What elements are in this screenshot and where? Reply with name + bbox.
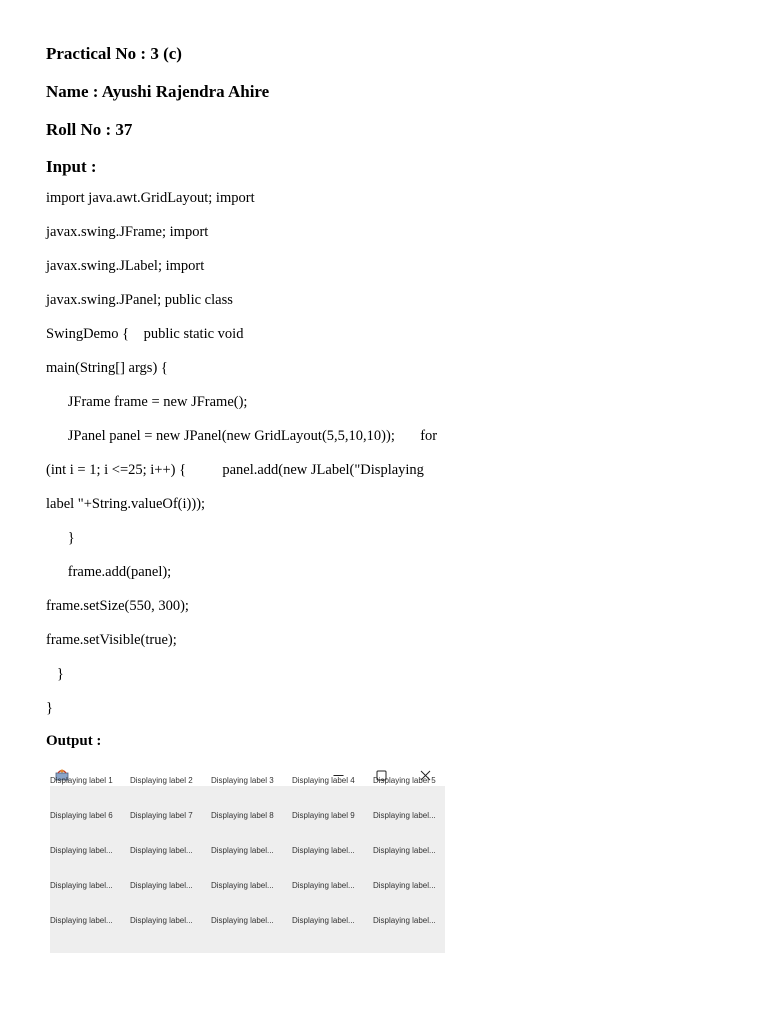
grid-label: Displaying label...: [211, 881, 274, 890]
grid-label: Displaying label...: [373, 881, 436, 890]
grid-label: Displaying label...: [50, 846, 113, 855]
grid-label: Displaying label...: [211, 846, 274, 855]
code-line: javax.swing.JFrame; import: [46, 224, 209, 240]
grid-label: Displaying label...: [373, 811, 436, 820]
code-line: JPanel panel = new JPanel(new GridLayout(5,5,10,10)); for: [46, 428, 438, 444]
code-line: JFrame frame = new JFrame();: [46, 394, 248, 410]
grid-label: Displaying label...: [211, 916, 274, 925]
code-line: main(String[] args) {: [46, 360, 168, 376]
grid-label: Displaying label 3: [211, 776, 274, 785]
roll-heading: Roll No : 37: [46, 120, 133, 139]
grid-label: Displaying label...: [292, 916, 355, 925]
code-line: }: [46, 530, 75, 546]
code-line: }: [46, 700, 53, 716]
output-heading: Output :: [46, 733, 102, 749]
code-line: label "+String.valueOf(i)));: [46, 496, 206, 512]
code-line: javax.swing.JLabel; import: [46, 258, 205, 274]
grid-label: Displaying label 1: [50, 776, 113, 785]
name-heading: Name : Ayushi Rajendra Ahire: [46, 82, 270, 101]
code-line: (int i = 1; i <=25; i++) { panel.add(new JLabel("Displaying: [46, 462, 424, 478]
grid-label: Displaying label 4: [292, 776, 355, 785]
code-line: javax.swing.JPanel; public class: [46, 292, 233, 308]
grid-label: Displaying label...: [50, 881, 113, 890]
code-line: frame.add(panel);: [46, 564, 172, 580]
grid-label: Displaying label...: [130, 916, 193, 925]
grid-label: Displaying label...: [130, 881, 193, 890]
code-line: import java.awt.GridLayout; import: [46, 190, 255, 206]
grid-label: Displaying label 5: [373, 776, 436, 785]
grid-label: Displaying label...: [373, 916, 436, 925]
grid-label: Displaying label...: [50, 916, 113, 925]
grid-label: Displaying label 7: [130, 811, 193, 820]
input-heading: Input :: [46, 157, 97, 176]
grid-label: Displaying label...: [130, 846, 193, 855]
grid-label: Displaying label 6: [50, 811, 113, 820]
code-line: SwingDemo { public static void: [46, 326, 244, 342]
grid-label: Displaying label...: [373, 846, 436, 855]
grid-label: Displaying label 2: [130, 776, 193, 785]
grid-label: Displaying label...: [292, 881, 355, 890]
grid-label: Displaying label...: [292, 846, 355, 855]
code-line: }: [46, 666, 64, 682]
label-grid: [50, 776, 445, 953]
code-line: frame.setVisible(true);: [46, 632, 177, 648]
code-line: frame.setSize(550, 300);: [46, 598, 189, 614]
grid-label: Displaying label 8: [211, 811, 274, 820]
swing-demo-window: [50, 764, 445, 953]
grid-label: Displaying label 9: [292, 811, 355, 820]
practical-heading: Practical No : 3 (c): [46, 44, 182, 63]
